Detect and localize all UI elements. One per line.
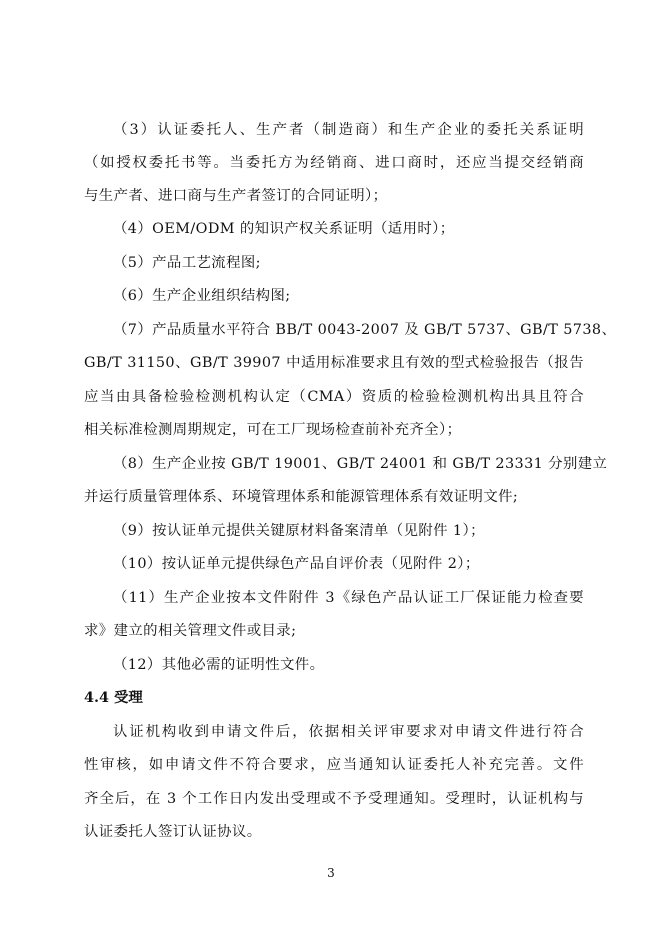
paragraph-8-line-2: 并运行质量管理体系、环境管理体系和能源管理体系有效证明文件; (84, 489, 519, 505)
item-9: （9）按认证单元提供关键原材料备案清单（见附件 1）； (113, 523, 485, 539)
paragraph-4-4-line-3: 齐全后，在 3 个工作日内发出受理或不予受理通知。受理时，认证机构与 (84, 791, 584, 807)
paragraph-4-4-line-2: 性审核，如申请文件不符合要求，应当通知认证委托人补充完善。文件 (84, 757, 584, 773)
paragraph-7-line-2: GB/T 31150、GB/T 39907 中适用标准要求且有效的型式检验报告（报告 (84, 355, 584, 371)
item-4: （4）OEM/ODM 的知识产权关系证明（适用时）； (113, 221, 455, 237)
page-number: 3 (327, 866, 335, 880)
paragraph-3-line-3: 与生产者、进口商与生产者签订的合同证明）； (84, 188, 388, 204)
item-5: （5）产品工艺流程图; (113, 255, 261, 271)
paragraph-11-line-2: 求》建立的相关管理文件或目录; (84, 623, 297, 639)
item-12: （12）其他必需的证明性文件。 (113, 657, 325, 673)
paragraph-3-line-1: （3）认证委托人、生产者（制造商）和生产企业的委托关系证明 (113, 122, 584, 138)
paragraph-7-line-4: 相关标准检测周期规定，可在工厂现场检查前补充齐全）； (84, 422, 462, 438)
paragraph-3-line-2: （如授权委托书等。当委托方为经销商、进口商时，还应当提交经销商 (84, 155, 584, 171)
section-heading-4-4: 4.4 受理 (84, 689, 143, 706)
item-10: （10）按认证单元提供绿色产品自评价表（见附件 2）； (113, 556, 480, 572)
paragraph-7-line-3: 应当由具备检验检测机构认定（CMA）资质的检验检测机构出具且符合 (84, 389, 584, 405)
item-6: （6）生产企业组织结构图; (113, 288, 291, 304)
paragraph-8-line-1: （8）生产企业按 GB/T 19001、GB/T 24001 和 GB/T 23331 分别建立 (113, 456, 608, 472)
paragraph-4-4-line-4: 认证委托人签订认证协议。 (84, 824, 262, 840)
paragraph-7-line-1: （7）产品质量水平符合 BB/T 0043-2007 及 GB/T 5737、GB/T 5738、 (113, 322, 617, 338)
paragraph-4-4-line-1: 认证机构收到申请文件后，依据相关评审要求对申请文件进行符合 (113, 724, 584, 740)
paragraph-11-line-1: （11）生产企业按本文件附件 3《绿色产品认证工厂保证能力检查要 (113, 590, 584, 606)
